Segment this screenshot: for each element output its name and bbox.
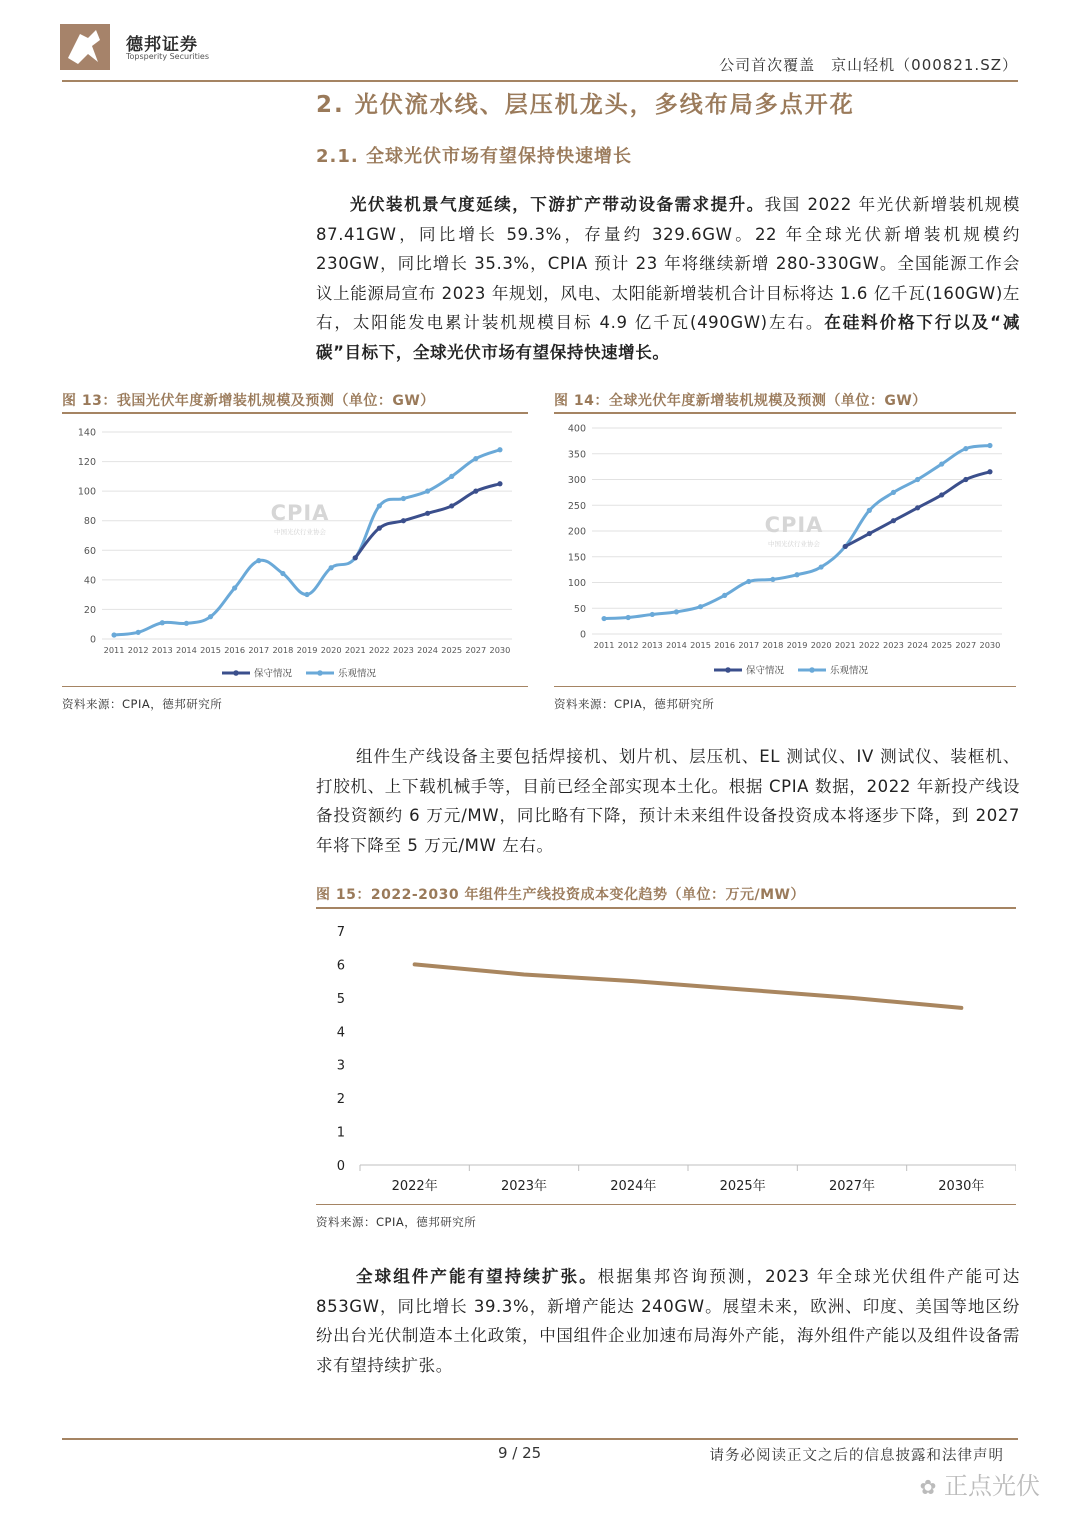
y-tick-label: 0 — [579, 629, 586, 641]
data-point — [746, 579, 751, 584]
wechat-icon: ✿ — [919, 1475, 937, 1499]
data-point — [722, 593, 727, 598]
x-tick-label: 2027 — [465, 645, 487, 655]
legend-label: 保守情况 — [254, 668, 293, 680]
legend-marker — [233, 670, 239, 676]
company-logo — [60, 24, 110, 70]
x-tick-label: 2018 — [272, 645, 294, 655]
page-number: 9 / 25 — [498, 1444, 542, 1462]
figure-14-top-rule — [554, 412, 1016, 414]
figure-15-top-rule — [316, 907, 1016, 909]
footer-rule — [62, 1438, 1018, 1440]
data-point — [111, 632, 116, 637]
account-watermark — [920, 1466, 1040, 1501]
x-tick-label: 2023 — [393, 645, 414, 655]
data-point — [377, 526, 382, 531]
cpia-watermark-sub: 中国光伏行业协会 — [274, 528, 326, 536]
figure-13-top-rule — [62, 412, 528, 414]
data-point — [401, 518, 406, 523]
data-point — [497, 447, 502, 452]
x-tick-label: 2025 — [441, 645, 463, 655]
x-tick-label: 2012 — [617, 640, 639, 650]
x-tick-label: 2021 — [834, 640, 856, 650]
x-tick-label: 2019 — [296, 645, 318, 655]
paragraph-1-lead: 光伏装机景气度延续，下游扩产带动设备需求提升。 — [350, 195, 765, 214]
figure-14-chart — [554, 418, 1016, 684]
y-tick-label: 40 — [83, 575, 96, 587]
data-point — [280, 571, 285, 576]
x-tick-label: 2017 — [738, 640, 760, 650]
y-tick-label: 3 — [336, 1058, 345, 1074]
series-line-investment-cost — [415, 964, 962, 1007]
y-tick-label: 6 — [336, 958, 345, 974]
x-tick-label: 2017 — [248, 645, 270, 655]
data-point — [473, 489, 478, 494]
header-rule — [62, 80, 1018, 82]
y-tick-label: 0 — [336, 1159, 345, 1174]
x-tick-label: 2030 — [979, 640, 1001, 650]
x-tick-label: 2013 — [641, 640, 663, 650]
y-tick-label: 350 — [567, 449, 586, 461]
data-point — [939, 461, 944, 466]
x-tick-label: 2011 — [593, 640, 615, 650]
report-header-title: 公司首次覆盖 京山轻机（000821.SZ） — [719, 56, 1018, 74]
data-point — [329, 565, 334, 570]
x-tick-label: 2016 — [224, 645, 246, 655]
paragraph-3-body: 根据集邦咨询预测，2023 年全球光伏组件产能可达 853GW，同比增长 39.3%，新增产能达 240GW。展望未来，欧洲、印度、美国等地区纷纷出台光伏制造本土化政策，中国组件企业加速布局海外产能，海外组件产能以及组件设备需求有望持续扩张。 — [316, 1267, 1020, 1375]
x-tick-label: 2013 — [151, 645, 173, 655]
data-point — [497, 481, 502, 486]
data-point — [449, 503, 454, 508]
y-tick-label: 100 — [77, 486, 96, 498]
y-tick-label: 50 — [573, 603, 586, 615]
data-point — [650, 612, 655, 617]
paragraph-1 — [316, 190, 1020, 367]
y-tick-label: 0 — [89, 634, 96, 646]
x-tick-label: 2027年 — [828, 1179, 876, 1194]
data-point — [232, 585, 237, 590]
figure-15-bottom-rule — [316, 1204, 1016, 1205]
paragraph-3-lead: 全球组件产能有望持续扩张。 — [356, 1267, 598, 1286]
data-point — [136, 630, 141, 635]
x-tick-label: 2016 — [714, 640, 736, 650]
figure-15-title: 图 15：2022-2030 年组件生产线投资成本变化趋势（单位：万元/MW） — [316, 887, 805, 903]
data-point — [256, 558, 261, 563]
data-point — [184, 621, 189, 626]
data-point — [794, 572, 799, 577]
figure-14-title: 图 14：全球光伏年度新增装机规模及预测（单位：GW） — [554, 393, 927, 409]
data-point — [867, 531, 872, 536]
legend-marker — [317, 670, 323, 676]
legend-label: 保守情况 — [746, 665, 785, 677]
series-line-optimistic — [114, 450, 500, 635]
paragraph-2: 组件生产线设备主要包括焊接机、划片机、层压机、EL 测试仪、IV 测试仪、装框机、打胶机、上下载机械手等，目前已经全部实现本土化。根据 CPIA 数据，2022 年新投产线设备投资额约 6 万元/MW，同比略有下降，预计未来组件设备投资成本将逐步下降，到 2027 年将下降至 5 万元/MW 左右。 — [316, 747, 1020, 855]
y-tick-label: 5 — [336, 991, 345, 1007]
x-tick-label: 2025年 — [719, 1179, 766, 1194]
legend-label: 乐观情况 — [830, 665, 869, 677]
watermark-text: 正点光伏 — [944, 1472, 1040, 1500]
x-tick-label: 2014 — [665, 640, 687, 650]
data-point — [770, 577, 775, 582]
section-heading: 2. 光伏流水线、层压机龙头，多线布局多点开花 — [316, 92, 855, 118]
x-tick-label: 2012 — [127, 645, 149, 655]
data-point — [987, 469, 992, 474]
brand-name-cn: 德邦证券 — [126, 35, 198, 55]
cpia-watermark-sub: 中国光伏行业协会 — [768, 540, 820, 548]
y-tick-label: 140 — [77, 427, 96, 439]
x-tick-label: 2030年 — [938, 1179, 985, 1194]
x-tick-label: 2020 — [320, 645, 342, 655]
x-tick-label: 2022年 — [391, 1179, 438, 1194]
x-tick-label: 2024 — [417, 645, 439, 655]
disclaimer-note: 请务必阅读正文之后的信息披露和法律声明 — [709, 1448, 1004, 1464]
legend-marker — [725, 667, 731, 673]
y-tick-label: 1 — [336, 1125, 345, 1141]
x-tick-label: 2023 — [883, 640, 904, 650]
cpia-watermark: CPIA — [270, 501, 330, 525]
data-point — [843, 544, 848, 549]
y-tick-label: 2 — [336, 1092, 345, 1108]
figure-13-chart — [62, 418, 528, 684]
x-tick-label: 2014 — [175, 645, 197, 655]
y-tick-label: 20 — [83, 604, 96, 616]
data-point — [304, 592, 309, 597]
x-tick-label: 2021 — [344, 645, 366, 655]
data-point — [915, 505, 920, 510]
data-point — [915, 477, 920, 482]
data-point — [208, 614, 213, 619]
x-tick-label: 2020 — [810, 640, 832, 650]
data-point — [377, 503, 382, 508]
data-point — [473, 456, 478, 461]
x-tick-label: 2022 — [858, 640, 880, 650]
x-tick-label: 2030 — [489, 645, 511, 655]
x-tick-label: 2027 — [955, 640, 977, 650]
x-tick-label: 2024 — [907, 640, 929, 650]
x-tick-label: 2023年 — [500, 1179, 548, 1194]
data-point — [626, 615, 631, 620]
y-tick-label: 250 — [567, 500, 586, 512]
x-tick-label: 2015 — [200, 645, 221, 655]
paragraph-1-conclusion: 在硅料价格下行以及“减碳”目标下，全球光伏市场有望保持快速增长。 — [316, 313, 1020, 362]
data-point — [449, 474, 454, 479]
data-point — [601, 616, 606, 621]
data-point — [425, 511, 430, 516]
data-point — [963, 477, 968, 482]
data-point — [891, 490, 896, 495]
data-point — [891, 518, 896, 523]
y-tick-label: 100 — [567, 578, 586, 589]
x-tick-label: 2025 — [931, 640, 953, 650]
x-tick-label: 2018 — [762, 640, 784, 650]
cpia-watermark: CPIA — [764, 513, 824, 537]
x-tick-label: 2011 — [103, 645, 125, 655]
data-point — [160, 620, 165, 625]
x-tick-label: 2019 — [786, 640, 808, 650]
paragraph-3 — [316, 1262, 1020, 1380]
y-tick-label: 80 — [83, 516, 96, 528]
paragraph-1-body: 我国 2022 年光伏新增装机规模 87.41GW，同比增长 59.3%，存量约 329.6GW。22 年全球光伏新增装机规模约 230GW，同比增长 35.3%，CPIA 预计 23 年将继续新增 280-330GW。全国能源工作会议上能源局宣布 2023 年规划，风电、太阳能新增装机合计目标将达 1.6 亿千瓦(160GW)左右，太阳能发电累计装机规模目标 4.9 亿千瓦(490GW)左右。 — [316, 195, 1020, 332]
data-point — [987, 443, 992, 448]
figure-15-chart — [316, 912, 1016, 1202]
data-point — [353, 555, 358, 560]
x-tick-label: 2022 — [368, 645, 390, 655]
figure-15-source: 资料来源：CPIA，德邦研究所 — [316, 1215, 477, 1229]
figure-13-bottom-rule — [62, 686, 528, 687]
brand-name-en: Topsperity Securities — [126, 52, 210, 61]
legend-label: 乐观情况 — [338, 668, 377, 680]
figure-14-source: 资料来源：CPIA，德邦研究所 — [554, 697, 715, 711]
data-point — [425, 489, 430, 494]
legend-marker — [809, 667, 815, 673]
data-point — [401, 496, 406, 501]
x-tick-label: 2024年 — [610, 1179, 657, 1194]
x-tick-label: 2015 — [690, 640, 711, 650]
data-point — [939, 492, 944, 497]
figure-14-bottom-rule — [554, 686, 1016, 687]
y-tick-label: 7 — [336, 925, 345, 940]
data-point — [867, 508, 872, 513]
data-point — [819, 564, 824, 569]
figure-13-source: 资料来源：CPIA，德邦研究所 — [62, 697, 223, 711]
figure-13-title: 图 13：我国光伏年度新增装机规模及预测（单位：GW） — [62, 393, 435, 409]
data-point — [963, 446, 968, 451]
y-tick-label: 4 — [336, 1025, 345, 1041]
y-tick-label: 120 — [77, 457, 96, 469]
data-point — [698, 604, 703, 609]
y-tick-label: 150 — [567, 552, 586, 564]
subsection-heading: 2.1. 全球光伏市场有望保持快速增长 — [316, 146, 632, 167]
data-point — [674, 609, 679, 614]
y-tick-label: 400 — [567, 423, 586, 435]
y-tick-label: 60 — [83, 545, 96, 557]
y-tick-label: 300 — [567, 475, 586, 486]
y-tick-label: 200 — [567, 526, 586, 538]
